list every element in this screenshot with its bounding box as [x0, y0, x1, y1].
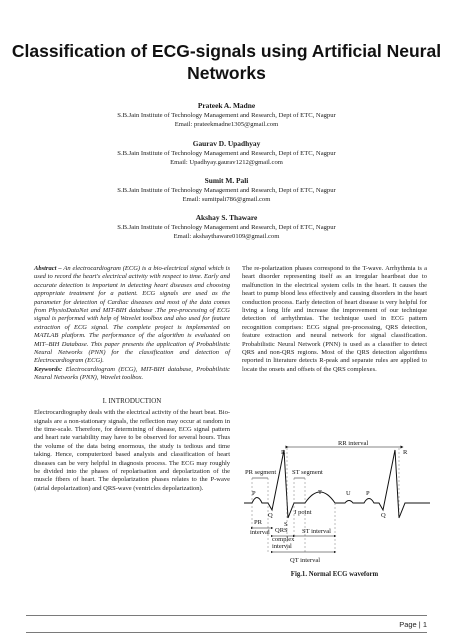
keywords-label: Keywords: [34, 365, 63, 373]
right-column [242, 265, 427, 374]
p-wave-label: P [366, 490, 370, 497]
page-number: Page | 1 [399, 620, 427, 629]
author-name: Akshay S. Thaware [195, 213, 258, 222]
r-wave-label: R [403, 449, 408, 456]
right-column-text: The re-polarization phases correspond to the T-wave. Arrhythmia is a heart disorder representing itself as an irregular heartbeat due to malfunction in the electrical system cells in the heart. It causes the heart to pump blood less effectively and causing disorders in the heart conduction process. Early detection of heart disease is very helpful for living a long life and increase the improvement of our technique detection of arrhythmias. The technique used in ECG pattern recognition comprises: ECG signal pre-processing, QRS detection, feature extraction and neural network for signal classification. Probabilistic Neural Network (PNN) is used as a classifier to detect QRS and non-QRS regions. Most of the QRS detection algorithms reported in literature detects R-peak and separate rules are applied to locate the onsets and offsets of the QRS complexes. [242, 265, 427, 373]
author-email: Email: Upadhyay.gaurav1212@gmail.com [170, 159, 283, 166]
rr-interval-label: RR interval [338, 440, 369, 447]
author-name: Prateek A. Madne [197, 101, 256, 110]
author-affiliation: S.B.Jain Institute of Technology Management and Research, Dept of ETC, Nagpur [117, 187, 336, 194]
abstract [34, 265, 230, 366]
author-email: Email: akshaythaware0109@gmail.com [173, 233, 280, 240]
abstract-text: An electrocardiogram (ECG) is a bio-electrical signal which is used to record the heart's electrical activity with respect to time. Early and accurate detection is important in detecting heart diseases and choosing appropriate treatment for a patient. ECG signals are used as the parameter for detection of Cardiac diseases and most of the data comes from PhysioDataNet and MIT-BIH database .The pre-processing of ECG signal is performed with help of Wavelet toolbox and also used for feature extraction of ECG signal. The complete project is implemented on MATLAB platform. The performance of the algorithm is evaluated on MIT–BIH Database. This paper presents the application of Probabilistic Neural Networks (PNN) for the classification and detection of Electrocardiogram (ECG). [34, 265, 230, 365]
q-wave-label: Q [381, 512, 386, 519]
section-heading: I. INTRODUCTION [102, 396, 162, 405]
j-point-label: J point [294, 509, 312, 516]
left-column [34, 265, 230, 493]
qrs-interval-label: complex [272, 536, 295, 543]
pr-interval-label: PR [254, 519, 262, 526]
author-affiliation: S.B.Jain Institute of Technology Management and Research, Dept of ETC, Nagpur [117, 112, 336, 119]
keywords [34, 366, 230, 383]
author-name: Sumit M. Pali [204, 176, 249, 185]
qrs-interval-label: interval [272, 543, 292, 550]
pr-interval-label: interval [250, 529, 270, 536]
footer-rule [26, 615, 427, 616]
st-segment-label: ST segment [292, 469, 323, 476]
author-affiliation: S.B.Jain Institute of Technology Management and Research, Dept of ETC, Nagpur [117, 150, 336, 157]
qrs-interval-label: QRS [275, 527, 288, 534]
t-wave-label: T [318, 489, 322, 496]
st-interval-label: ST interval [302, 528, 331, 535]
abstract-label: Abstract – [34, 265, 62, 272]
author-email: Email: sumitpali786@gmail.com [182, 196, 271, 203]
qt-interval-label: QT interval [290, 557, 321, 564]
author-affiliation: S.B.Jain Institute of Technology Management and Research, Dept of ETC, Nagpur [117, 224, 336, 231]
footer-rule [26, 632, 427, 633]
r-wave-label: R [281, 449, 286, 456]
p-wave-label: P [252, 490, 256, 497]
author-block-1 [0, 100, 453, 129]
author-block-4 [0, 212, 453, 241]
introduction-text: Electrocardiography deals with the electrical activity of the heart beat. Bio-signals are a non-stationary signals, the reflection may occur at random in the time-scale. Therefore, for determining of disease, ECG signal pattern and heart rate variability may have to be observed for several hours. Thus the volume of the data being enormous, the study is tedious and time taking. Hence, computerized based analysis and classification of heart diseases can be very helpful in diagnosis process. The ECG may roughly be divided into the phases of repolarisation and depolarization of the muscle fibers of heart. The depolarization phases relates to the P-wave (atrial depolarization) and QRS-wave (ventricles depolarization). [34, 409, 230, 492]
keywords-text: Electrocardiogram (ECG), MIT-BIH database, Probabilistic Neural Networks (PNN), Wavelet toolbox. [34, 365, 230, 382]
figure-caption: Fig.1. Normal ECG waveform [290, 571, 379, 578]
paper-title: Classification of ECG-signals using Artificial Neural Networks [11, 41, 442, 83]
author-block-2 [0, 138, 453, 167]
q-wave-label: Q [268, 512, 273, 519]
s-wave-label: S [284, 521, 288, 528]
author-block-3 [0, 175, 453, 204]
pr-segment-label: PR segment [245, 469, 277, 476]
author-name: Gaurav D. Upadhyay [192, 139, 261, 148]
u-wave-label: U [346, 490, 351, 497]
author-email: Email: prateekmadne1305@gmail.com [174, 121, 279, 128]
ecg-waveform-figure [242, 440, 432, 568]
